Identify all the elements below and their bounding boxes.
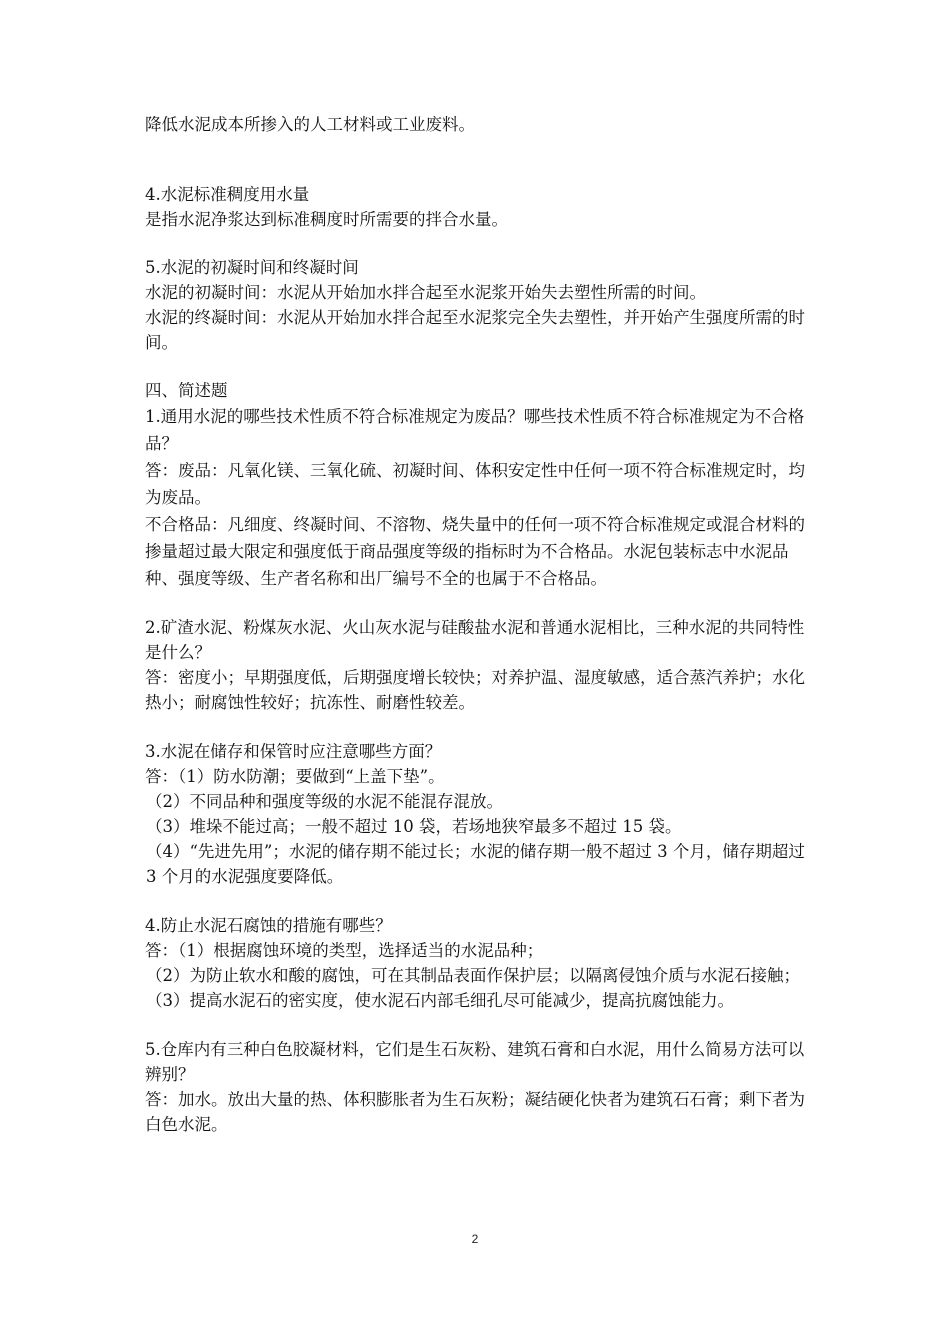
paragraph: 水泥的初凝时间：水泥从开始加水拌合起至水泥浆开始失去塑性所需的时间。 [145,283,706,302]
answer: （3）提高水泥石的密实度，使水泥石内部毛细孔尽可能减少，提高抗腐蚀能力。 [146,991,734,1010]
answer: （4）“先进先用”；水泥的储存期不能过长；水泥的储存期一般不超过 3 个月，储存期超过 3 个月的水泥强度要降低。 [146,842,805,886]
question: 1.通用水泥的哪些技术性质不符合标准规定为废品？哪些技术性质不符合标准规定为不合格品？ [145,407,805,453]
answer: 答：废品：凡氧化镁、三氧化硫、初凝时间、体积安定性中任何一项不符合标准规定时，均为废品。 [145,461,805,507]
paragraph: 是指水泥净浆达到标准稠度时所需要的拌合水量。 [145,210,508,229]
paragraph: 水泥的终凝时间：水泥从开始加水拌合起至水泥浆完全失去塑性，并开始产生强度所需的时间。 [145,308,805,352]
page-body [145,112,807,1137]
answer: 答：（1）根据腐蚀环境的类型，选择适当的水泥品种； [145,941,544,960]
section-heading: 5.水泥的初凝时间和终凝时间 [145,258,359,277]
answer: （2）为防止软水和酸的腐蚀，可在其制品表面作保护层；以隔离侵蚀介质与水泥石接触； [146,966,800,985]
part-heading: 四、简述题 [145,381,228,400]
answer: 答：（1）防水防潮；要做到“上盖下垫”。 [145,767,445,786]
section-heading: 4.水泥标准稠度用水量 [145,185,310,204]
answer: （3）堆垛不能过高；一般不超过 10 袋，若场地狭窄最多不超过 15 袋。 [146,817,682,836]
answer: 答：加水。放出大量的热、体积膨胀者为生石灰粉；凝结硬化快者为建筑石石膏；剩下者为白色水泥。 [145,1090,805,1134]
question: 4.防止水泥石腐蚀的措施有哪些？ [145,916,392,935]
page-number: 2 [471,1232,479,1246]
paragraph: 降低水泥成本所掺入的人工材料或工业废料。 [145,115,475,134]
answer: 不合格品：凡细度、终凝时间、不溶物、烧失量中的任何一项不符合标准规定或混合材料的掺量超过最大限定和强度低于商品强度等级的指标时为不合格品。水泥包装标志中水泥品种、强度等级、生产者名称和出厂编号不全的也属于不合格品。 [145,515,805,588]
question: 5.仓库内有三种白色胶凝材料，它们是生石灰粉、建筑石膏和白水泥，用什么简易方法可以辨别？ [145,1040,805,1084]
answer: 答：密度小；早期强度低，后期强度增长较快；对养护温、湿度敏感，适合蒸汽养护；水化热小；耐腐蚀性较好；抗冻性、耐磨性较差。 [145,668,805,712]
answer: （2）不同品种和强度等级的水泥不能混存混放。 [146,792,503,811]
question: 2.矿渣水泥、粉煤灰水泥、火山灰水泥与硅酸盐水泥和普通水泥相比，三种水泥的共同特性是什么？ [145,618,805,662]
question: 3.水泥在储存和保管时应注意哪些方面？ [145,742,442,761]
